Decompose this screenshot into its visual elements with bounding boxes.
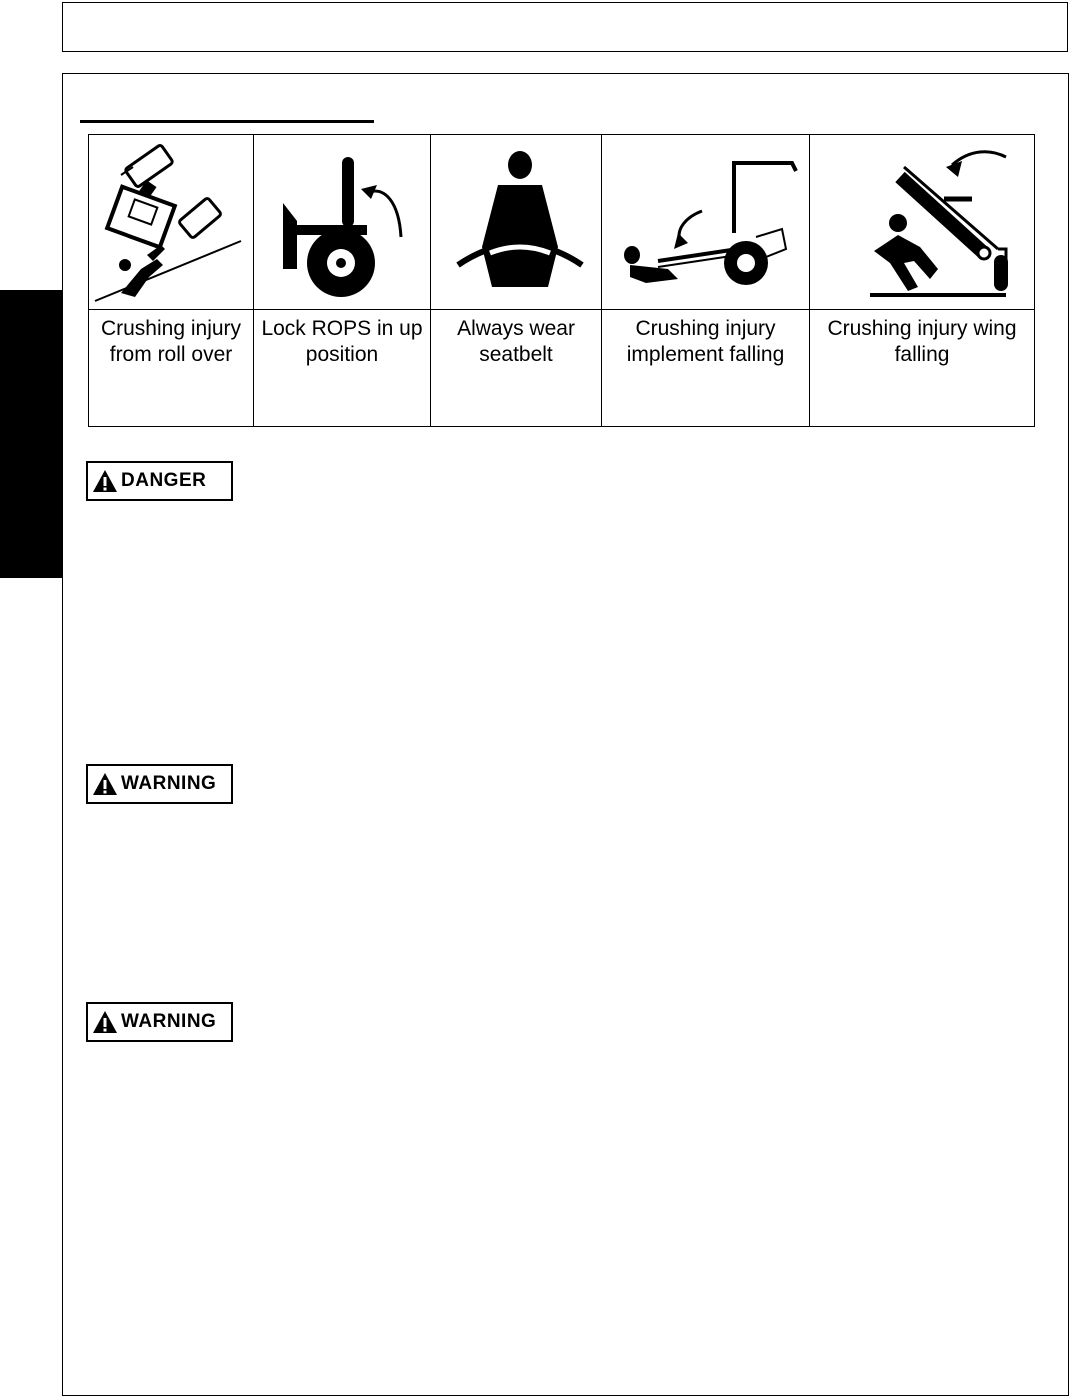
seatbelt-icon	[436, 137, 596, 307]
decal-cell-rollover	[89, 135, 254, 310]
section-side-tab	[0, 290, 62, 578]
warning-triangle-icon	[92, 469, 118, 493]
decal-caption: Always wear seatbelt	[431, 310, 602, 427]
decal-caption: Crushing injury from roll over	[89, 310, 254, 427]
decal-cell-wing	[810, 135, 1035, 310]
warning-signal-label	[86, 1002, 233, 1042]
page-header-box	[62, 2, 1068, 52]
signal-word: WARNING	[121, 773, 217, 794]
safety-decal-table	[88, 134, 1035, 427]
decal-cell-seatbelt	[431, 135, 602, 310]
decal-caption: Lock ROPS in up position	[254, 310, 431, 427]
section-heading-rule	[80, 120, 374, 123]
rops-lock-icon	[257, 137, 427, 307]
decal-cell-rops	[254, 135, 431, 310]
wing-falling-icon	[822, 137, 1022, 307]
decal-cell-implement	[602, 135, 810, 310]
warning-signal-label	[86, 764, 233, 804]
signal-word: WARNING	[121, 1011, 217, 1032]
danger-signal-label	[86, 461, 233, 501]
warning-triangle-icon	[92, 1010, 118, 1034]
decal-caption: Crushing injury implement falling	[602, 310, 810, 427]
decal-caption: Crushing injury wing falling	[810, 310, 1035, 427]
tractor-rollover-icon	[91, 137, 251, 307]
signal-word: DANGER	[121, 470, 207, 491]
implement-falling-icon	[606, 137, 806, 307]
warning-triangle-icon	[92, 772, 118, 796]
